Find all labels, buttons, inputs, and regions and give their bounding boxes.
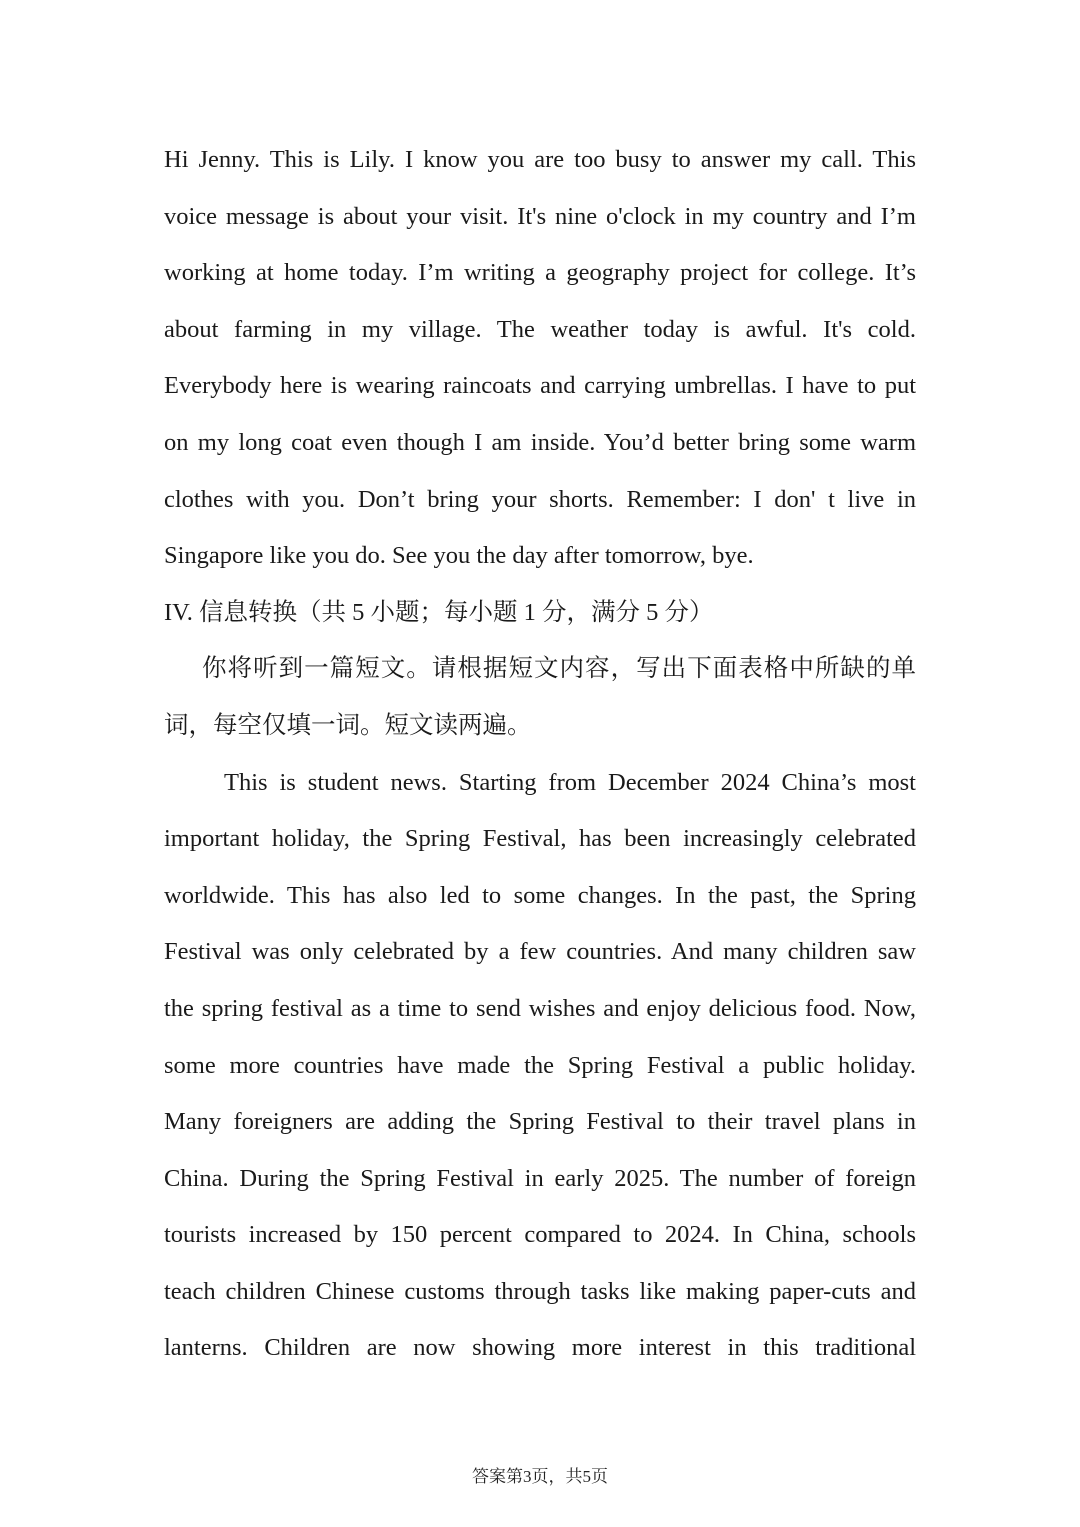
listening-passage [164,132,916,585]
instruction-line: 词，每空仅填一词。短文读两遍。 [164,711,532,739]
passage-line: about farming in my village. The weather today is awful. It's cold. [164,315,916,343]
news-line: tourists increased by 150 percent compared to 2024. In China, schools [164,1221,916,1249]
news-line: some more countries have made the Spring Festival a public holiday. [164,1051,916,1079]
news-line: This is student news. Starting from December 2024 China’s most [224,768,916,796]
news-line: worldwide. This has also led to some changes. In the past, the Spring [164,881,916,909]
news-line: Festival was only celebrated by a few countries. And many children saw [164,938,916,966]
passage-line: on my long coat even though I am inside. You’d better bring some warm [164,428,916,456]
news-line: Many foreigners are adding the Spring Festival to their travel plans in [164,1108,916,1136]
page-footer: 答案第3页，共5页 [472,1467,608,1486]
news-line: the spring festival as a time to send wishes and enjoy delicious food. Now, [164,994,916,1022]
passage-line: Hi Jenny. This is Lily. I know you are too busy to answer my call. This [164,146,916,173]
section-iv [164,585,916,755]
passage-line: clothes with you. Don’t bring your shorts. Remember: I don' t live in [164,485,916,513]
section-heading: IV. 信息转换（共 5 小题；每小题 1 分，满分 5 分） [164,598,714,626]
instruction-line: 你将听到一篇短文。请根据短文内容，写出下面表格中所缺的单 [202,655,916,683]
news-line: lanterns. Children are now showing more interest in this traditional [164,1334,916,1362]
news-passage [164,755,916,1378]
news-line: important holiday, the Spring Festival, has been increasingly celebrated [164,825,916,853]
page-content [164,132,916,1377]
passage-line: voice message is about your visit. It's nine o'clock in my country and I’m [164,202,916,230]
news-line: China. During the Spring Festival in early 2025. The number of foreign [164,1164,916,1192]
passage-line: Singapore like you do. See you the day after tomorrow, bye. [164,542,754,570]
news-line: teach children Chinese customs through tasks like making paper-cuts and [164,1277,916,1305]
passage-line: Everybody here is wearing raincoats and carrying umbrellas. I have to put [164,372,916,400]
passage-line: working at home today. I’m writing a geography project for college. It’s [164,259,916,287]
